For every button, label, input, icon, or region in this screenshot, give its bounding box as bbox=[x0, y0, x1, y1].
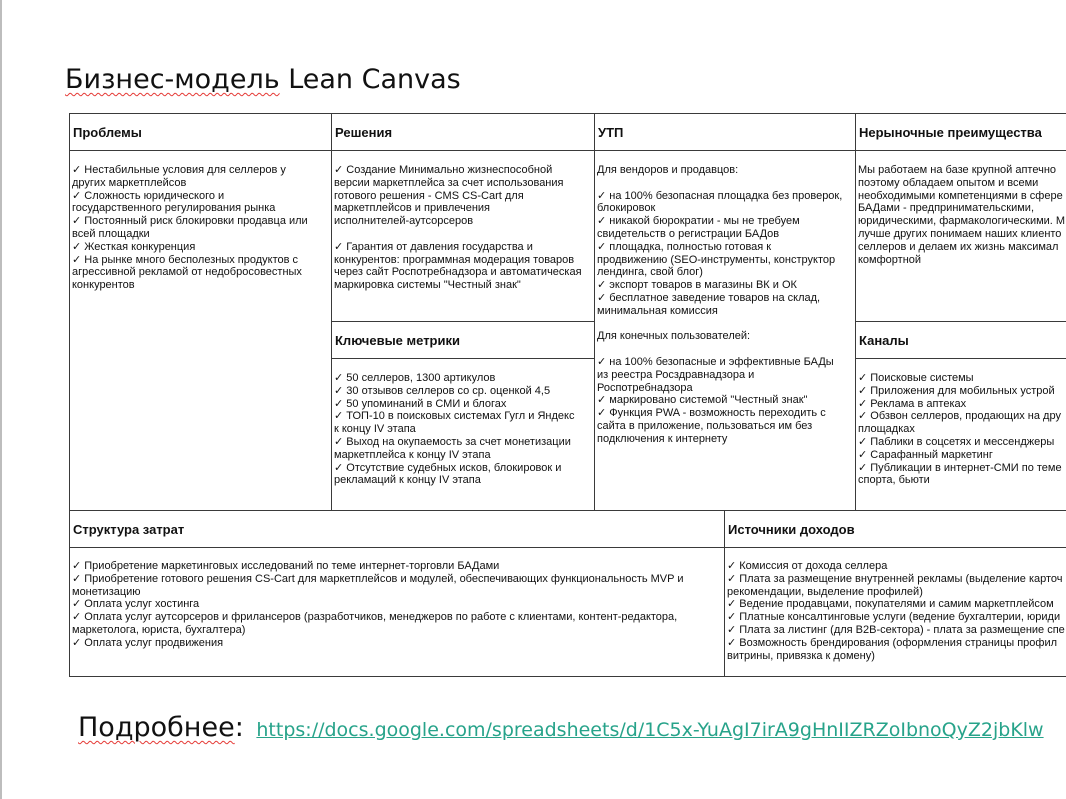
text-line bbox=[597, 177, 853, 190]
text-line: ✓ Плата за листинг (для B2B-сектора) - плата за размещение спе bbox=[727, 623, 1065, 636]
text-line: ✓ Сложность юридического и bbox=[72, 189, 225, 202]
text-line: других маркетплейсов bbox=[72, 176, 187, 189]
text-line: поэтому обладаем опытом и всеми bbox=[858, 176, 1039, 189]
solutions-body bbox=[334, 164, 592, 292]
text-line: ✓ Постоянный риск блокировки продавца или bbox=[72, 215, 308, 228]
cell-solutions bbox=[331, 113, 595, 322]
text-line: ✓ 50 селлеров, 1300 артикулов bbox=[334, 372, 496, 384]
text-line: ✓ Оплата услуг аутсорсеров и фрилансеров (разработчиков, менеджеров по работе с клиентами, контент-редактора, bbox=[72, 611, 678, 624]
text-line: ✓ Реклама в аптеках bbox=[858, 397, 967, 410]
text-line: селлеров и делаем их жизнь максимал bbox=[858, 240, 1059, 253]
cell-channels bbox=[855, 321, 1066, 511]
text-line: ✓ Отсутствие судебных исков, блокировок и bbox=[334, 461, 562, 474]
cell-cost-structure bbox=[69, 510, 725, 677]
details-colon: : bbox=[234, 712, 244, 743]
text-line: ✓ Выход на окупаемость за счет монетизации bbox=[334, 435, 571, 448]
text-line: сайта в приложение, пользоваться им без bbox=[597, 419, 813, 432]
text-line: ✓ Платные консалтинговые услуги (ведение бухгалтерии, юриди bbox=[727, 611, 1061, 624]
text-line: ✓ На рынке много бесполезных продуктов с bbox=[72, 253, 299, 266]
text-line: ✓ экспорт товаров в магазины ВК и ОК bbox=[597, 279, 797, 292]
revenue-streams-body bbox=[727, 560, 1066, 662]
text-line: ✓ Плата за размещение внутренней рекламы (выделение карточ bbox=[727, 572, 1063, 585]
text-line: маркировка системы "Честный знак" bbox=[334, 279, 521, 292]
text-line: ✓ Паблики в соцсетях и мессенджеры bbox=[858, 435, 1055, 448]
text-line: ✓ 30 отзывов селлеров со ср. оценкой 4,5 bbox=[334, 384, 551, 397]
text-line: исполнителей-аутсорсеров bbox=[334, 215, 474, 228]
text-line: рекомендации, выделение профилей) bbox=[727, 585, 923, 598]
unfair-advantage-header: Нерыночные преимущества bbox=[856, 114, 1066, 151]
text-line: к концу IV этапа bbox=[334, 423, 416, 436]
unfair-advantage-body bbox=[858, 164, 1066, 266]
text-line: рекламаций к концу IV этапа bbox=[334, 474, 481, 487]
text-line: готового решения - CMS CS-Cart для bbox=[334, 189, 524, 202]
cell-problems bbox=[69, 113, 332, 511]
text-line: ✓ Сарафанный маркетинг bbox=[858, 448, 993, 461]
text-line: монетизацию bbox=[72, 585, 141, 598]
text-line: конкурентов bbox=[72, 279, 135, 292]
text-line: ✓ Жесткая конкуренция bbox=[72, 240, 196, 253]
text-line: необходимыми компетенциями в сфере bbox=[858, 189, 1063, 202]
text-line: свидетельств о регистрации БАДов bbox=[597, 227, 780, 240]
details-line bbox=[78, 712, 1044, 743]
text-line: юридическими, фармакологическими. М bbox=[858, 215, 1066, 228]
text-line: БАДами - предпринимательскими, bbox=[858, 202, 1035, 215]
cost-structure-body bbox=[72, 560, 722, 650]
page-title: Бизнес-модель Lean Canvas bbox=[65, 64, 461, 95]
text-line: подключения к интернету bbox=[597, 432, 728, 445]
key-metrics-header: Ключевые метрики bbox=[332, 322, 594, 359]
text-line: ✓ на 100% безопасные и эффективные БАДы bbox=[597, 355, 834, 368]
cell-unfair-advantage bbox=[855, 113, 1066, 322]
text-line bbox=[334, 228, 592, 241]
text-line bbox=[597, 343, 853, 356]
text-line: ✓ ТОП-10 в поисковых системах Гугл и Яндекс bbox=[334, 410, 575, 423]
text-line: ✓ Оплата услуг хостинга bbox=[72, 598, 200, 611]
details-label: Подробнее bbox=[78, 712, 235, 743]
problems-body bbox=[72, 164, 329, 292]
text-line: ✓ Комиссия от дохода селлера bbox=[727, 560, 888, 572]
problems-header: Проблемы bbox=[70, 114, 331, 151]
text-line: Для вендоров и продавцов: bbox=[597, 164, 739, 176]
cell-revenue-streams bbox=[724, 510, 1066, 677]
text-line: маркетолога, юриста, бухгалтера) bbox=[72, 623, 246, 636]
revenue-streams-header: Источники доходов bbox=[725, 511, 1066, 548]
text-line: лучше других понимаем наших клиенто bbox=[858, 227, 1062, 240]
text-line: ✓ Приобретение маркетинговых исследований по теме интернет-торговли БАДами bbox=[72, 560, 500, 572]
text-line: всей площадки bbox=[72, 227, 150, 240]
text-line: ✓ Возможность брендирования (оформления страницы профил bbox=[727, 636, 1058, 649]
text-line: комфортной bbox=[858, 253, 922, 266]
text-line: ✓ маркировано системой "Честный знак" bbox=[597, 394, 808, 407]
text-line: Мы работаем на базе крупной аптечно bbox=[858, 164, 1057, 176]
text-line: через сайт Роспотребнадзора и автоматическая bbox=[334, 266, 582, 279]
text-line: ✓ Ведение продавцами, покупателями и самим маркетплейсом bbox=[727, 598, 1054, 611]
text-line bbox=[597, 318, 853, 331]
page-left-border bbox=[0, 0, 2, 799]
text-line: конкурентов: программная модерация товаров bbox=[334, 253, 575, 266]
text-line: витрины, привязка к домену) bbox=[727, 649, 875, 662]
text-line: государственного регулирования рынка bbox=[72, 202, 276, 215]
text-line: ✓ Поисковые системы bbox=[858, 372, 974, 384]
text-line: маркетплейсов и привлечения bbox=[334, 202, 491, 215]
text-line: версии маркетплейса за счет использования bbox=[334, 176, 564, 189]
text-line: ✓ площадка, полностью готовая к bbox=[597, 240, 772, 253]
text-line: блокировок bbox=[597, 202, 656, 215]
text-line: ✓ Приобретение готового решения CS-Cart для маркетплейсов и модулей, обеспечивающих функциональность MVP и bbox=[72, 572, 684, 585]
text-line: спорта, бьюти bbox=[858, 474, 930, 487]
cost-structure-header: Структура затрат bbox=[70, 511, 724, 548]
spreadsheet-link[interactable]: https://docs.google.com/spreadsheets/d/1C5x-YuAgI7irA9gHnIIZRZoIbnoQyZ2jbKlw bbox=[256, 719, 1044, 741]
text-line: ✓ никакой бюрократии - мы не требуем bbox=[597, 215, 800, 228]
text-line: ✓ Публикации в интернет-СМИ по теме bbox=[858, 461, 1062, 474]
title-misspelled-word: Бизнес-модель bbox=[65, 64, 280, 95]
text-line: из реестра Росздравнадзора и bbox=[597, 368, 755, 381]
lean-canvas-table bbox=[69, 113, 1066, 677]
text-line: ✓ Гарантия от давления государства и bbox=[334, 240, 533, 253]
text-line: лендинга, свой блог) bbox=[597, 266, 703, 279]
text-line: площадках bbox=[858, 423, 915, 436]
text-line: ✓ на 100% безопасная площадка без проверок, bbox=[597, 189, 843, 202]
text-line: ✓ Функция PWA - возможность переходить с bbox=[597, 407, 826, 420]
text-line: ✓ бесплатное заведение товаров на склад, bbox=[597, 291, 821, 304]
cell-key-metrics bbox=[331, 321, 595, 511]
text-line: ✓ Оплата услуг продвижения bbox=[72, 636, 224, 649]
usp-body bbox=[597, 164, 853, 446]
channels-header: Каналы bbox=[856, 322, 1066, 359]
solutions-header: Решения bbox=[332, 114, 594, 151]
channels-body bbox=[858, 372, 1066, 487]
text-line: продвижению (SEO-инструменты, конструктор bbox=[597, 253, 836, 266]
text-line: ✓ Приложения для мобильных устрой bbox=[858, 384, 1055, 397]
key-metrics-body bbox=[334, 372, 592, 487]
text-line: минимальная комиссия bbox=[597, 304, 718, 317]
text-line: маркетплейса к концу IV этапа bbox=[334, 448, 491, 461]
text-line: Роспотребнадзора bbox=[597, 381, 693, 394]
text-line: агрессивной рекламой от недобросовестных bbox=[72, 266, 302, 279]
text-line: ✓ 50 упоминаний в СМИ и блогах bbox=[334, 397, 507, 410]
text-line: ✓ Создание Минимально жизнеспособной bbox=[334, 164, 553, 176]
text-line: ✓ Нестабильные условия для селлеров у bbox=[72, 164, 286, 176]
usp-header: УТП bbox=[595, 114, 855, 151]
text-line: Для конечных пользователей: bbox=[597, 330, 751, 343]
cell-usp bbox=[594, 113, 856, 511]
text-line: ✓ Обзвон селлеров, продающих на дру bbox=[858, 410, 1061, 423]
